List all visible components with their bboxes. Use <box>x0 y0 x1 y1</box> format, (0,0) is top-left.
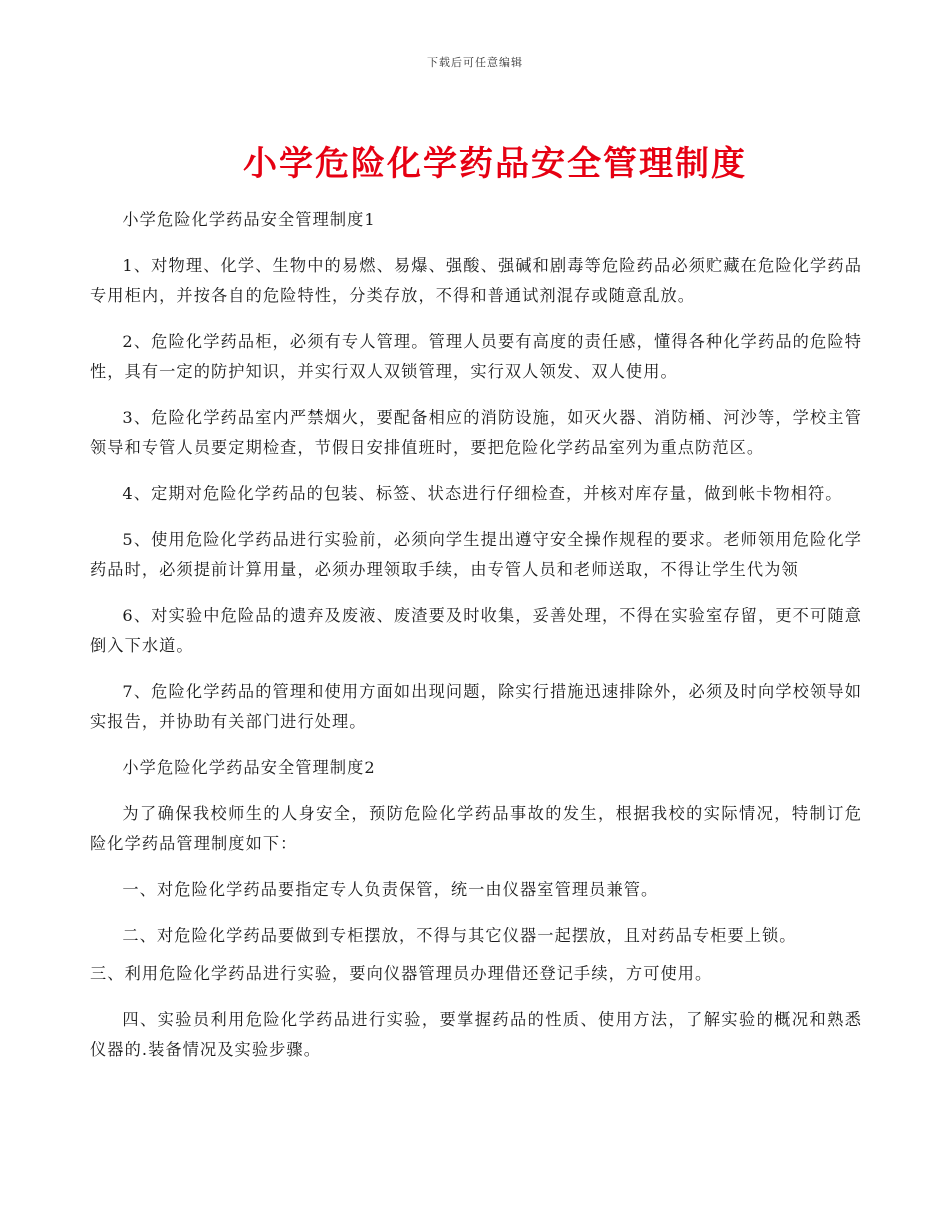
paragraph: 7、危险化学药品的管理和使用方面如出现问题，除实行措施迅速排除外，必须及时向学校领导如实报告，并协助有关部门进行处理。 <box>90 682 862 731</box>
paragraph: 5、使用危险化学药品进行实验前，必须向学生提出遵守安全操作规程的要求。老师领用危险化学药品时，必须提前计算用量，必须办理领取手续，由专管人员和老师送取，不得让学生代为领 <box>90 530 862 579</box>
paragraph: 1、对物理、化学、生物中的易燃、易爆、强酸、强碱和剧毒等危险药品必须贮藏在危险化学药品专用柜内，并按各自的危险特性，分类存放，不得和普通试剂混存或随意乱放。 <box>90 256 862 305</box>
paragraph: 2、危险化学药品柜，必须有专人管理。管理人员要有高度的责任感，懂得各种化学药品的危险特性，具有一定的防护知识，并实行双人双锁管理，实行双人领发、双人使用。 <box>90 332 862 381</box>
section-heading-2: 小学危险化学药品安全管理制度2 <box>122 758 376 777</box>
document-body <box>90 205 862 1081</box>
paragraph: 6、对实验中危险品的遗弃及废液、废渣要及时收集，妥善处理，不得在实验室存留，更不可随意倒入下水道。 <box>90 606 862 655</box>
paragraph: 三、利用危险化学药品进行实验，要向仪器管理员办理借还登记手续，方可使用。 <box>90 964 713 983</box>
header-note: 下载后可任意编辑 <box>427 56 523 69</box>
paragraph: 为了确保我校师生的人身安全，预防危险化学药品事故的发生，根据我校的实际情况，特制订危险化学药品管理制度如下： <box>90 804 862 853</box>
paragraph: 二、对危险化学药品要做到专柜摆放，不得与其它仪器一起摆放，且对药品专柜要上锁。 <box>122 926 797 945</box>
document-title: 小学危险化学药品安全管理制度 <box>243 144 747 184</box>
paragraph: 一、对危险化学药品要指定专人负责保管，统一由仪器室管理员兼管。 <box>122 880 659 899</box>
paragraph: 四、实验员利用危险化学药品进行实验，要掌握药品的性质、使用方法，了解实验的概况和熟悉仪器的.装备情况及实验步骤。 <box>90 1010 862 1059</box>
paragraph: 3、危险化学药品室内严禁烟火，要配备相应的消防设施，如灭火器、消防桶、河沙等，学校主管领导和专管人员要定期检查，节假日安排值班时，要把危险化学药品室列为重点防范区。 <box>90 408 862 457</box>
section-heading-1: 小学危险化学药品安全管理制度1 <box>122 210 376 229</box>
paragraph: 4、定期对危险化学药品的包装、标签、状态进行仔细检查，并核对库存量，做到帐卡物相符。 <box>122 484 843 503</box>
